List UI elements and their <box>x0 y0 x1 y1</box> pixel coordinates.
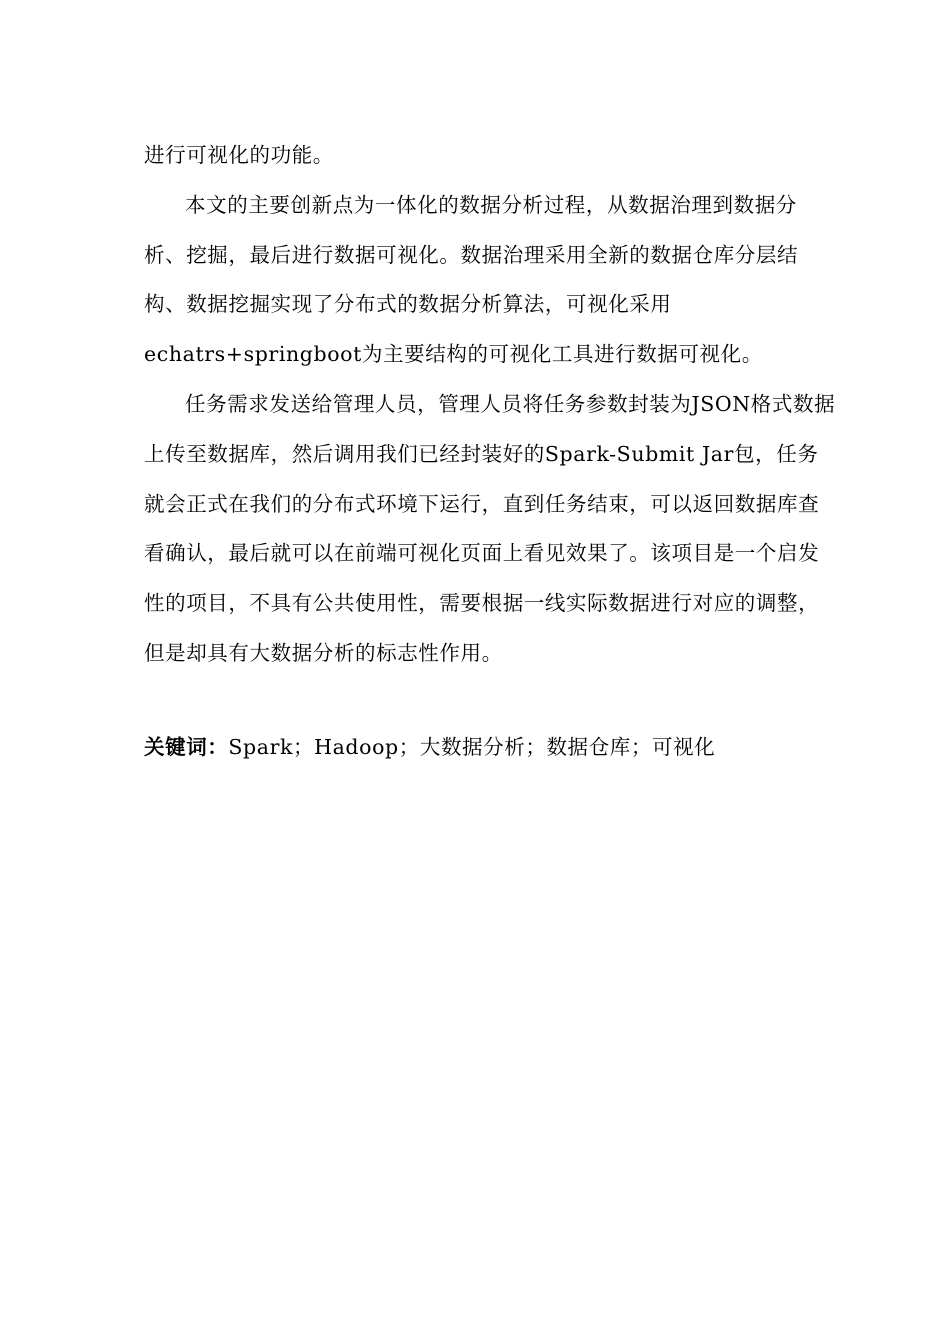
abstract-body <box>144 131 838 679</box>
keywords-value: Spark；Hadoop；大数据分析；数据仓库；可视化 <box>228 735 716 759</box>
paragraph-continuation: 进行可视化的功能。 <box>144 143 334 167</box>
keywords-label: 关键词： <box>144 735 229 759</box>
keywords-line <box>144 723 838 773</box>
paragraph-innovation: 本文的主要创新点为一体化的数据分析过程，从数据治理到数据分析、挖掘，最后进行数据可视化。数据治理采用全新的数据仓库分层结构、数据挖掘实现了分布式的数据分析算法，可视化采用echatrs+springboot为主要结构的可视化工具进行数据可视化。 <box>144 192 799 367</box>
paragraph-workflow: 任务需求发送给管理人员，管理人员将任务参数封装为JSON格式数据上传至数据库，然后调用我们已经封装好的Spark-Submit Jar包，任务就会正式在我们的分布式环境下运行，直到任务结束，可以返回数据库查看确认，最后就可以在前端可视化页面上看见效果了。该项目是一个启发性的项目，不具有公共使用性，需要根据一线实际数据进行对应的调整，但是却具有大数据分析的标志性作用。 <box>144 391 836 665</box>
